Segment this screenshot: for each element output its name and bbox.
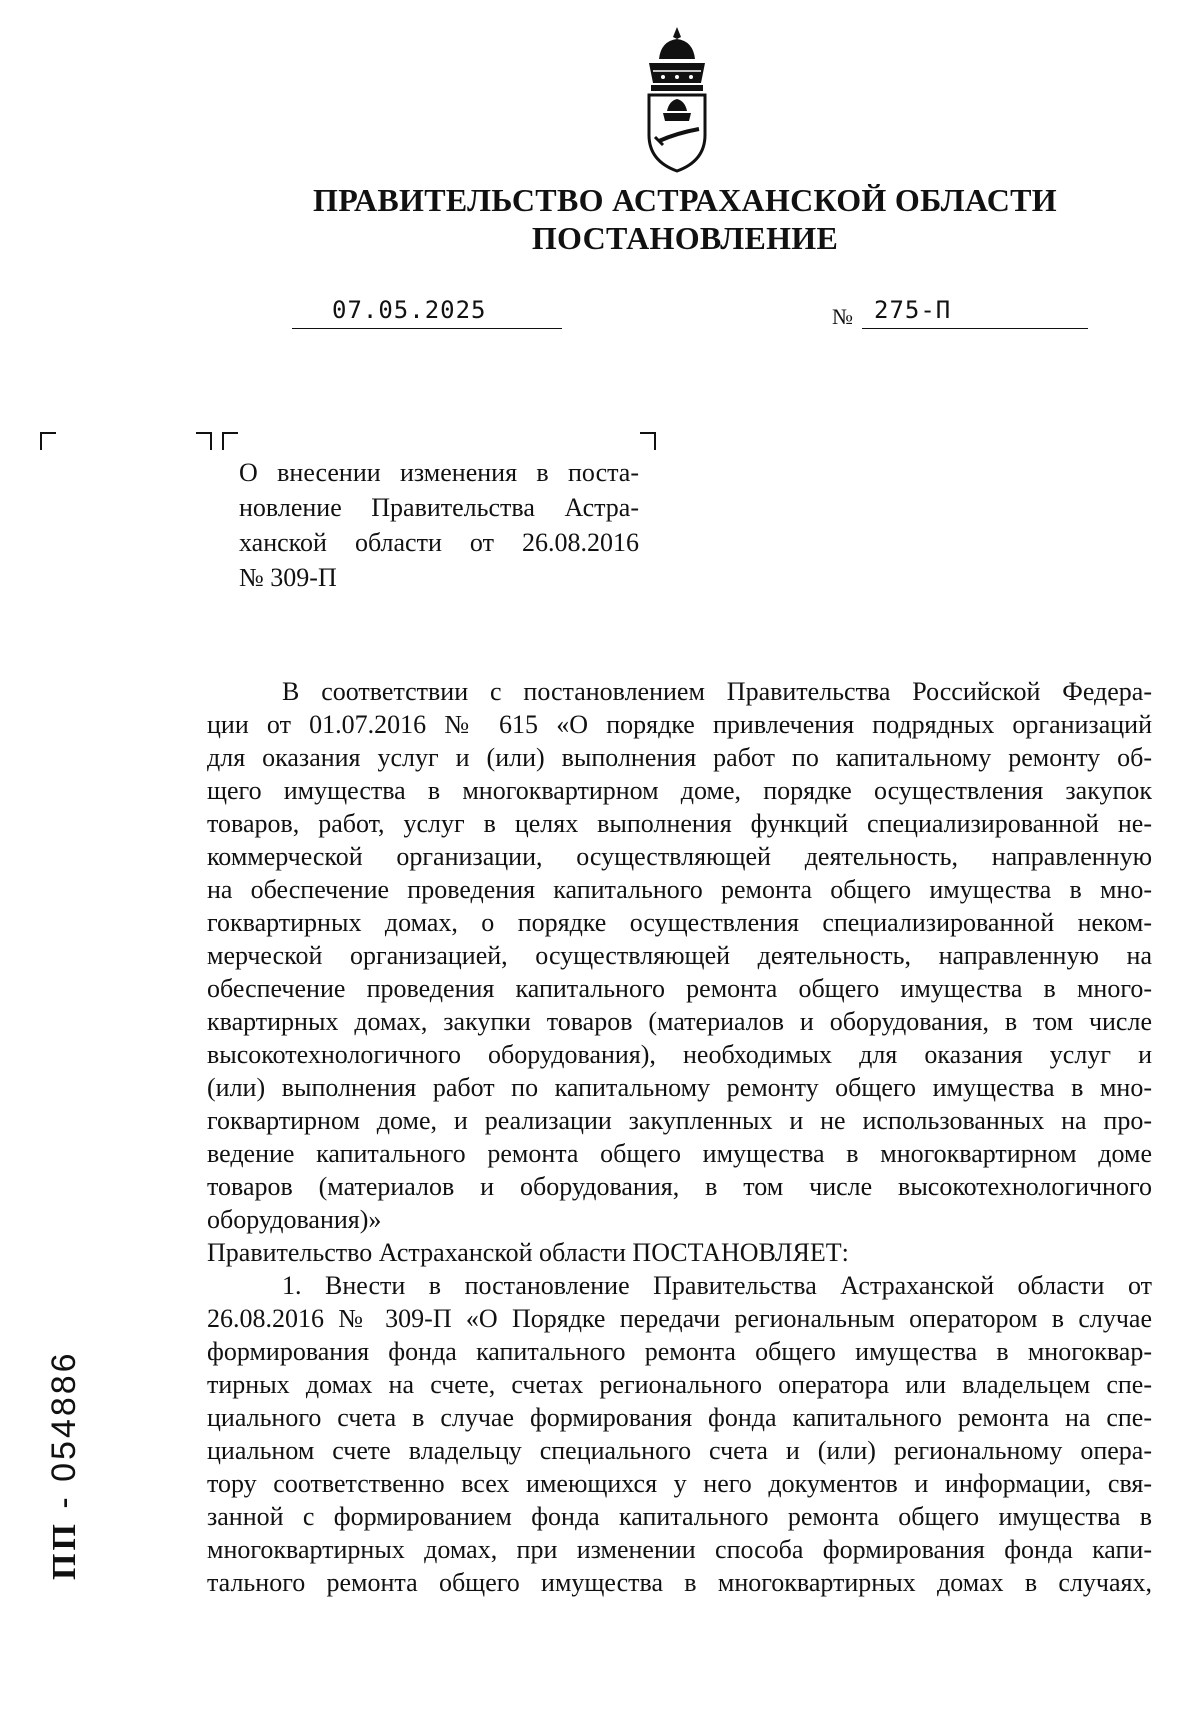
body-line: квартирных домах, закупки товаров (материалов и оборудования, в том числе — [207, 1007, 1152, 1036]
body-line: обеспечение проведения капитального ремонта общего имущества в много- — [207, 974, 1152, 1003]
subject-line: № 309-П — [239, 563, 337, 592]
body-line: циальном счете владельцу специального счета и (или) региональному опера- — [207, 1436, 1152, 1465]
body-line: мерческой организацией, осуществляющей деятельность, направленную на — [207, 941, 1152, 970]
body-line: на обеспечение проведения капитального ремонта общего имущества в мно- — [207, 875, 1152, 904]
body-line: гоквартирных домах, о порядке осуществления специализированной неком- — [207, 908, 1152, 937]
body-line: щего имущества в многоквартирном доме, порядке осуществления закупок — [207, 776, 1152, 805]
blank-serial-number — [45, 1280, 95, 1580]
body-line: многоквартирных домах, при изменении способа формирования фонда капи- — [207, 1535, 1152, 1564]
date-field — [292, 296, 562, 329]
serial-dash: - — [45, 1494, 83, 1509]
corner-bracket — [196, 432, 212, 450]
body-line: 26.08.2016 № 309-П «О Порядке передачи региональным оператором в случае — [207, 1304, 1152, 1333]
body-line: (или) выполнения работ по капитальному ремонту общего имущества в мно- — [207, 1073, 1152, 1102]
body-line: тального ремонта общего имущества в многоквартирных домах в случаях, — [207, 1568, 1152, 1597]
corner-bracket — [222, 432, 238, 450]
body-line: В соответствии с постановлением Правительства Российской Федера- — [282, 677, 1152, 706]
body-line: 1. Внести в постановление Правительства Астраханской области от — [282, 1271, 1152, 1300]
document-number: 275-П — [874, 296, 952, 324]
corner-bracket — [640, 432, 656, 450]
body-line: занной с формированием фонда капитального ремонта общего имущества в — [207, 1502, 1152, 1531]
body-line: товаров (материалов и оборудования, в том числе высокотехнологичного — [207, 1172, 1152, 1201]
body-line: для оказания услуг и (или) выполнения работ по капитальному ремонту об- — [207, 743, 1152, 772]
subject-line: ханской области от 26.08.2016 — [239, 528, 639, 557]
subject-line: О внесении изменения в поста- — [239, 458, 639, 487]
document-date: 07.05.2025 — [332, 296, 487, 324]
body-line: тирных домах на счете, счетах регионального оператора или владельцем спе- — [207, 1370, 1152, 1399]
document-body — [207, 675, 1152, 1599]
subject-line: новление Правительства Астра- — [239, 493, 639, 522]
act-type-title: ПОСТАНОВЛЕНИЕ — [531, 220, 839, 256]
coat-of-arms-icon — [641, 25, 713, 177]
body-line: ции от 01.07.2016 № 615 «О порядке привлечения подрядных организаций — [207, 710, 1152, 739]
body-line: ведение капитального ремонта общего имущества в многоквартирном доме — [207, 1139, 1152, 1168]
corner-bracket — [40, 432, 56, 450]
number-field — [862, 296, 1088, 329]
organization-title: ПРАВИТЕЛЬСТВО АСТРАХАНСКОЙ ОБЛАСТИ — [313, 182, 1057, 218]
body-line: высокотехнологичного оборудования), необходимых для оказания услуг и — [207, 1040, 1152, 1069]
body-line: коммерческой организации, осуществляющей деятельность, направленную — [207, 842, 1152, 871]
body-line: оборудования)» — [207, 1205, 382, 1234]
body-line: циального счета в случае формирования фонда капитального ремонта на спе- — [207, 1403, 1152, 1432]
body-line: тору соответственно всех имеющихся у него документов и информации, свя- — [207, 1469, 1152, 1498]
number-sign: № — [832, 304, 853, 329]
body-line: Правительство Астраханской области ПОСТАНОВЛЯЕТ: — [207, 1238, 849, 1267]
document-subject — [239, 455, 639, 595]
serial-number: 054886 — [45, 1350, 83, 1482]
body-line: формирования фонда капитального ремонта общего имущества в многоквар- — [207, 1337, 1152, 1366]
body-line: гоквартирном доме, и реализации закупленных и не использованных на про- — [207, 1106, 1152, 1135]
body-line: товаров, работ, услуг в целях выполнения функций специализированной не- — [207, 809, 1152, 838]
serial-series: ПП — [46, 1521, 83, 1580]
